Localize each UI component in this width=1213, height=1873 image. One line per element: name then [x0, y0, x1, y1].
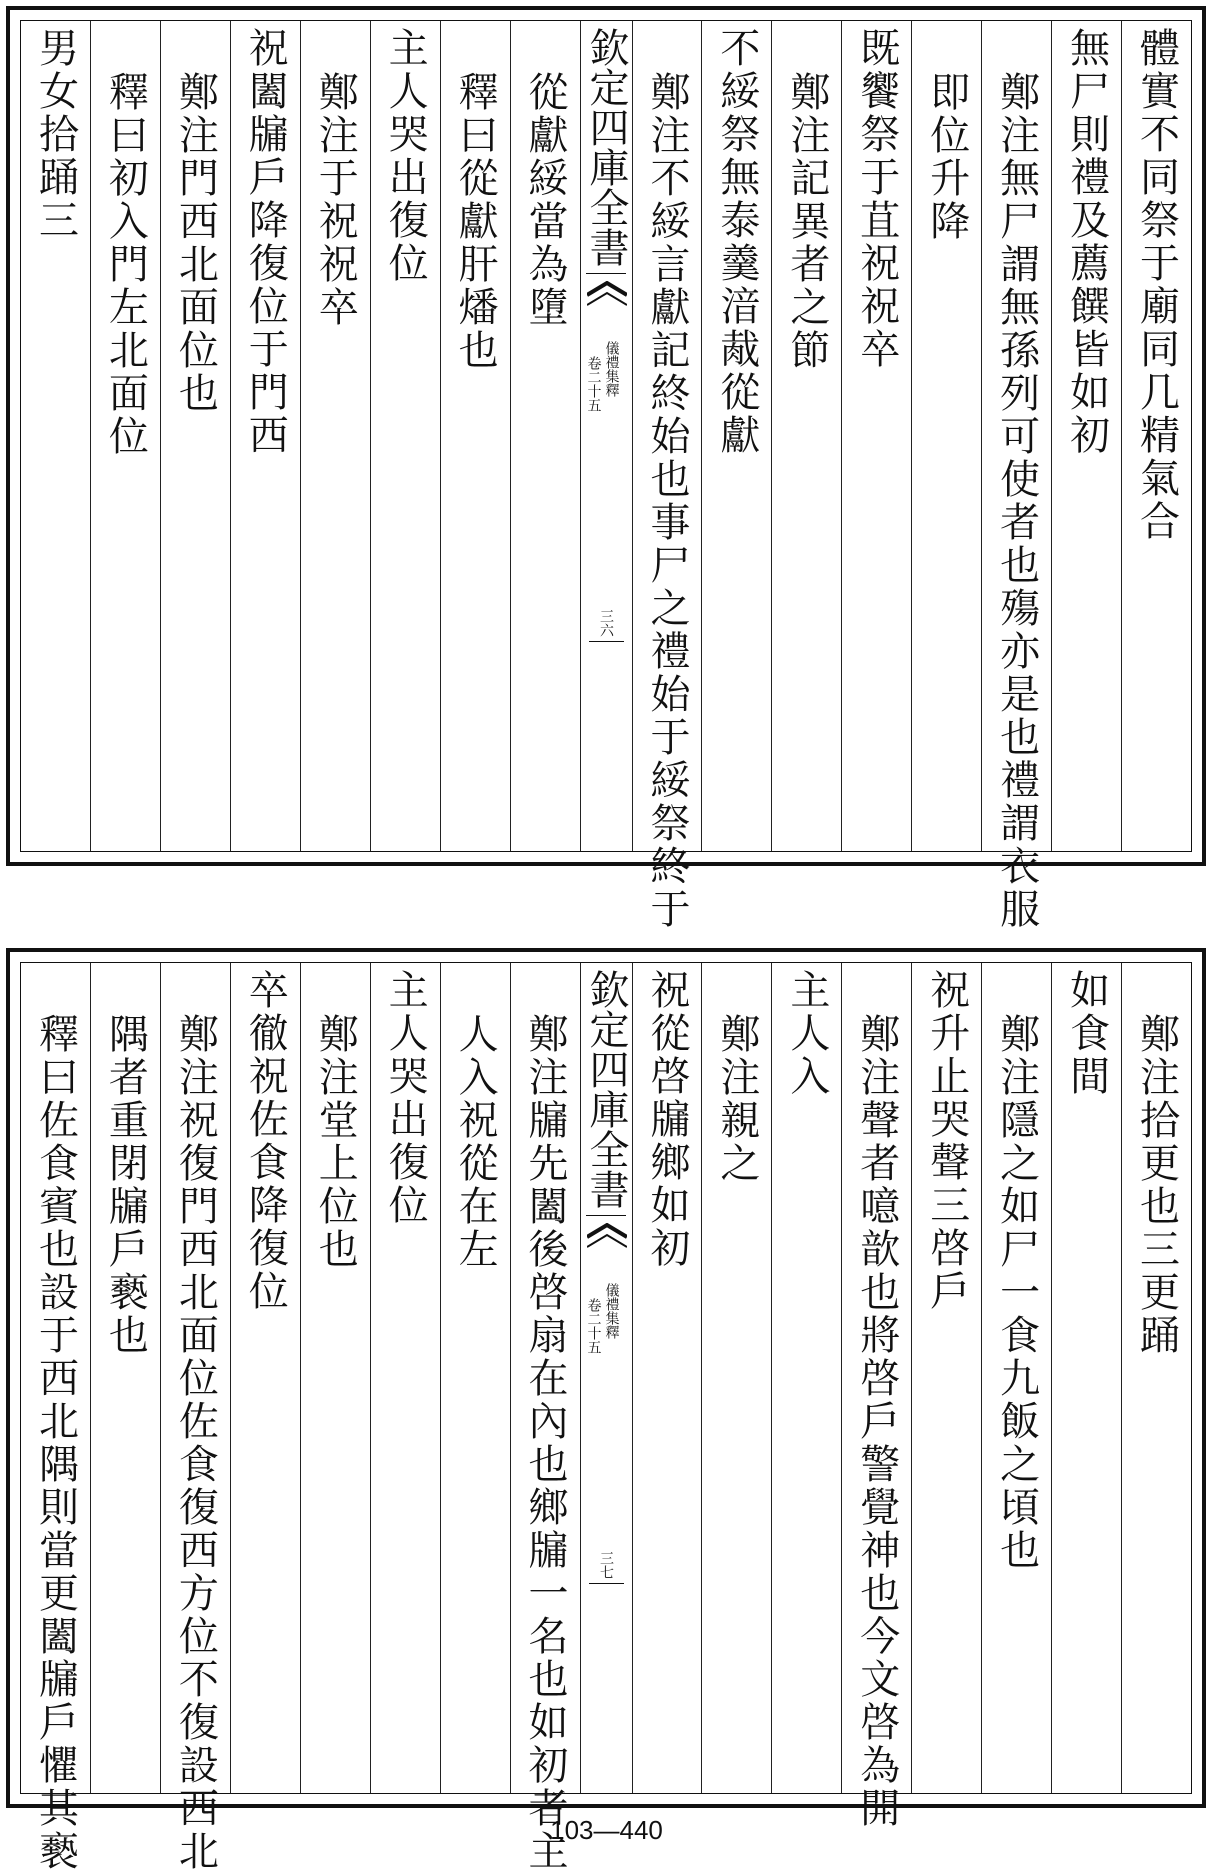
column-text: 鄭注于祝祝卒: [312, 71, 359, 329]
column-text: 人入祝從在左: [452, 1013, 499, 1271]
column-text: 如食間: [1063, 969, 1110, 1098]
text-column: [510, 21, 580, 851]
column-text: 鄭注不綏言獻記終始也事尸之禮始于綏祭終于: [643, 71, 690, 931]
fish-tail-ornament: [587, 281, 627, 315]
text-column: [771, 21, 841, 851]
column-text: 主人哭出復位: [382, 969, 429, 1227]
text-column: [632, 963, 702, 1793]
text-column: [300, 963, 370, 1793]
page-id-footer: 103—440: [550, 1815, 663, 1845]
column-text: 釋曰初入門左北面位: [102, 71, 149, 458]
column-text: 主人入: [783, 969, 830, 1098]
text-column: [160, 21, 230, 851]
text-column: [1051, 21, 1121, 851]
top-page-columns: [20, 20, 1192, 931]
column-text: 隅者重閉牖戶褻也: [102, 1013, 149, 1357]
text-column: [90, 21, 160, 851]
text-column: [230, 963, 300, 1793]
column-text: 祝從啓牖鄉如初: [643, 969, 690, 1270]
text-column: [370, 21, 440, 851]
column-text: 即位升降: [923, 71, 970, 243]
text-column: [841, 21, 911, 851]
text-column: [1121, 21, 1191, 851]
column-text: 鄭注牖先闔後啓扇在內也鄉牖一名也如初者主: [522, 1013, 569, 1873]
column-text: 既饗祭于苴祝祝卒: [853, 27, 900, 371]
column-text: 釋曰從獻肝燔也: [452, 71, 499, 372]
column-text: 鄭注拾更也三更踊: [1133, 1013, 1180, 1357]
text-column: [300, 21, 370, 851]
banxin-title: 欽定四庫全書: [586, 27, 626, 274]
column-text: 從獻綏當為墮: [522, 71, 569, 329]
banxin-rule: [589, 1583, 624, 1584]
text-column: [1121, 963, 1191, 1793]
text-column: [1051, 963, 1121, 1793]
banxin-juan: 卷二十五: [585, 356, 602, 412]
column-text: 釋曰佐食賓也設于西北隅則當更闔牖戶懼其褻: [32, 1013, 79, 1873]
text-column: [21, 963, 90, 1873]
banxin-page-number: 三七: [598, 1551, 614, 1579]
text-column: [632, 21, 702, 931]
column-text: 鄭注堂上位也: [312, 1013, 359, 1271]
column-text: 鄭注隱之如尸一食九飯之頃也: [993, 1013, 1040, 1572]
top-page: [6, 6, 1206, 931]
banxin-center-strip: [580, 963, 632, 1793]
column-text: 祝闔牖戶降復位于門西: [242, 27, 289, 457]
text-column: [911, 21, 981, 851]
text-column: [21, 21, 90, 851]
column-text: 鄭注親之: [713, 1013, 760, 1185]
column-text: 無尸則禮及薦饌皆如初: [1063, 27, 1110, 457]
text-column: [510, 963, 580, 1873]
banxin-juan: 卷二十五: [585, 1298, 602, 1354]
text-column: [440, 21, 510, 851]
banxin-book-title: 儀禮集釋: [603, 341, 620, 397]
column-text: 鄭注門西北面位也: [172, 71, 219, 415]
column-text: 不綏祭無泰羹湆胾從獻: [713, 27, 760, 457]
banxin-rule: [589, 641, 624, 642]
text-column: [160, 963, 230, 1873]
text-column: [440, 963, 510, 1793]
text-column: [771, 963, 841, 1793]
column-text: 卒徹祝佐食降復位: [242, 969, 289, 1313]
column-text: 男女拾踊三: [32, 27, 79, 242]
column-text: 鄭注祝復門西北面位佐食復西方位不復設西北: [172, 1013, 219, 1873]
text-column: [841, 963, 911, 1830]
column-text: 體實不同祭于廟同几精氣合: [1133, 27, 1180, 543]
banxin-page-number: 三六: [598, 609, 614, 637]
text-column: [701, 21, 771, 851]
text-column: [90, 963, 160, 1793]
column-text: 祝升止哭聲三啓戶: [923, 969, 970, 1313]
column-text: 主人哭出復位: [382, 27, 429, 285]
text-column: [701, 963, 771, 1793]
text-column: [981, 21, 1051, 931]
banxin-book-title: 儀禮集釋: [603, 1283, 620, 1339]
text-column: [230, 21, 300, 851]
column-text: 鄭注無尸謂無孫列可使者也殤亦是也禮謂衣服: [993, 71, 1040, 931]
text-column: [370, 963, 440, 1793]
fish-tail-ornament: [587, 1223, 627, 1257]
column-text: 鄭注記異者之節: [783, 71, 830, 372]
banxin-title: 欽定四庫全書: [586, 969, 626, 1216]
banxin-center-strip: [580, 21, 632, 851]
column-text: 鄭注聲者噫歆也將啓戶警覺神也今文啓為開: [853, 1013, 900, 1830]
text-column: [911, 963, 981, 1793]
text-column: [981, 963, 1051, 1793]
